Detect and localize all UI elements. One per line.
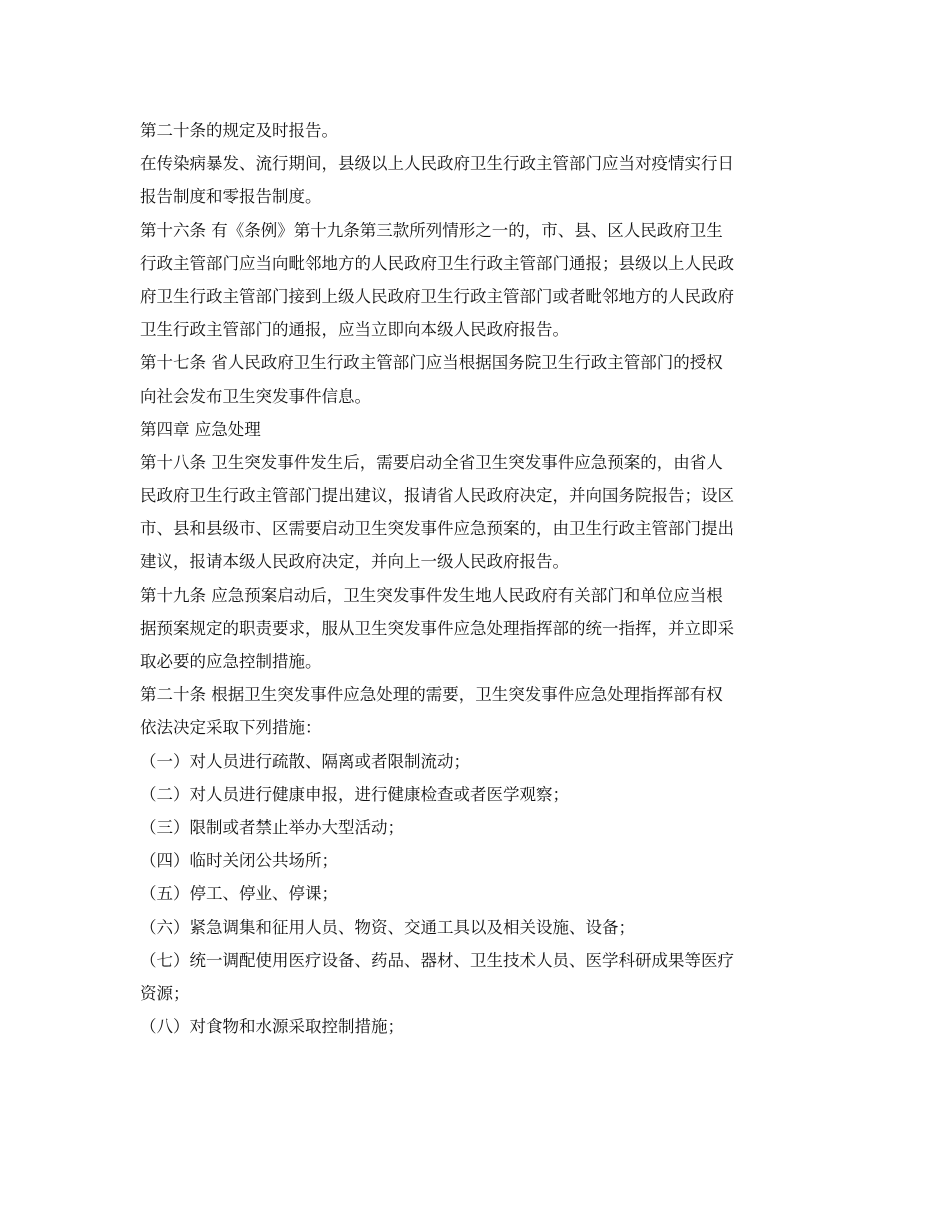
text-line: 据预案规定的职责要求，服从卫生突发事件应急处理指挥部的统一指挥，并立即采: [140, 618, 734, 638]
text-line: 依法决定采取下列措施：: [140, 718, 322, 738]
text-line: 第十九条 应急预案启动后，卫生突发事件发生地人民政府有关部门和单位应当根: [140, 585, 723, 605]
document-page: [140, 114, 815, 1043]
list-item: （六）紧急调集和征用人员、物资、交通工具以及相关设施、设备；: [140, 917, 635, 937]
list-item: （三）限制或者禁止举办大型活动；: [140, 817, 404, 837]
text-line: 市、县和县级市、区需要启动卫生突发事件应急预案的，由卫生行政主管部门提出: [140, 519, 734, 539]
text-line: 取必要的应急控制措施。: [140, 652, 322, 671]
text-line: 行政主管部门应当向毗邻地方的人民政府卫生行政主管部门通报；县级以上人民政: [140, 253, 734, 273]
text-line: 府卫生行政主管部门接到上级人民政府卫生行政主管部门或者毗邻地方的人民政府: [140, 286, 734, 306]
text-line: 第十六条 有《条例》第十九条第三款所列情形之一的，市、县、区人民政府卫生: [140, 220, 723, 240]
text-line: 第二十条的规定及时报告。: [140, 121, 338, 140]
list-item: （五）停工、停业、停课；: [140, 884, 338, 904]
list-item: （二）对人员进行健康申报，进行健康检查或者医学观察；: [140, 784, 569, 804]
list-item: （七）统一调配使用医疗设备、药品、器材、卫生技术人员、医学科研成果等医疗: [140, 950, 734, 970]
list-item: （四）临时关闭公共场所；: [140, 851, 338, 871]
text-line: 第二十条 根据卫生突发事件应急处理的需要，卫生突发事件应急处理指挥部有权: [140, 685, 723, 705]
text-line: 向社会发布卫生突发事件信息。: [140, 386, 371, 406]
list-item: （一）对人员进行疏散、隔离或者限制流动；: [140, 751, 470, 771]
text-line: 民政府卫生行政主管部门提出建议，报请省人民政府决定，并向国务院报告；设区: [140, 486, 734, 506]
list-item: （八）对食物和水源采取控制措施；: [140, 1017, 404, 1037]
text-line: 在传染病暴发、流行期间，县级以上人民政府卫生行政主管部门应当对疫情实行日: [140, 154, 734, 174]
list-item: 资源；: [140, 983, 190, 1003]
text-line: 建议，报请本级人民政府决定，并向上一级人民政府报告。: [140, 552, 569, 572]
text-line: 报告制度和零报告制度。: [140, 187, 322, 207]
text-line: 第十八条 卫生突发事件发生后，需要启动全省卫生突发事件应急预案的，由省人: [140, 452, 723, 472]
text-line: 第十七条 省人民政府卫生行政主管部门应当根据国务院卫生行政主管部门的授权: [140, 353, 723, 373]
chapter-heading: 第四章 应急处理: [140, 419, 261, 439]
text-line: 卫生行政主管部门的通报，应当立即向本级人民政府报告。: [140, 320, 569, 340]
